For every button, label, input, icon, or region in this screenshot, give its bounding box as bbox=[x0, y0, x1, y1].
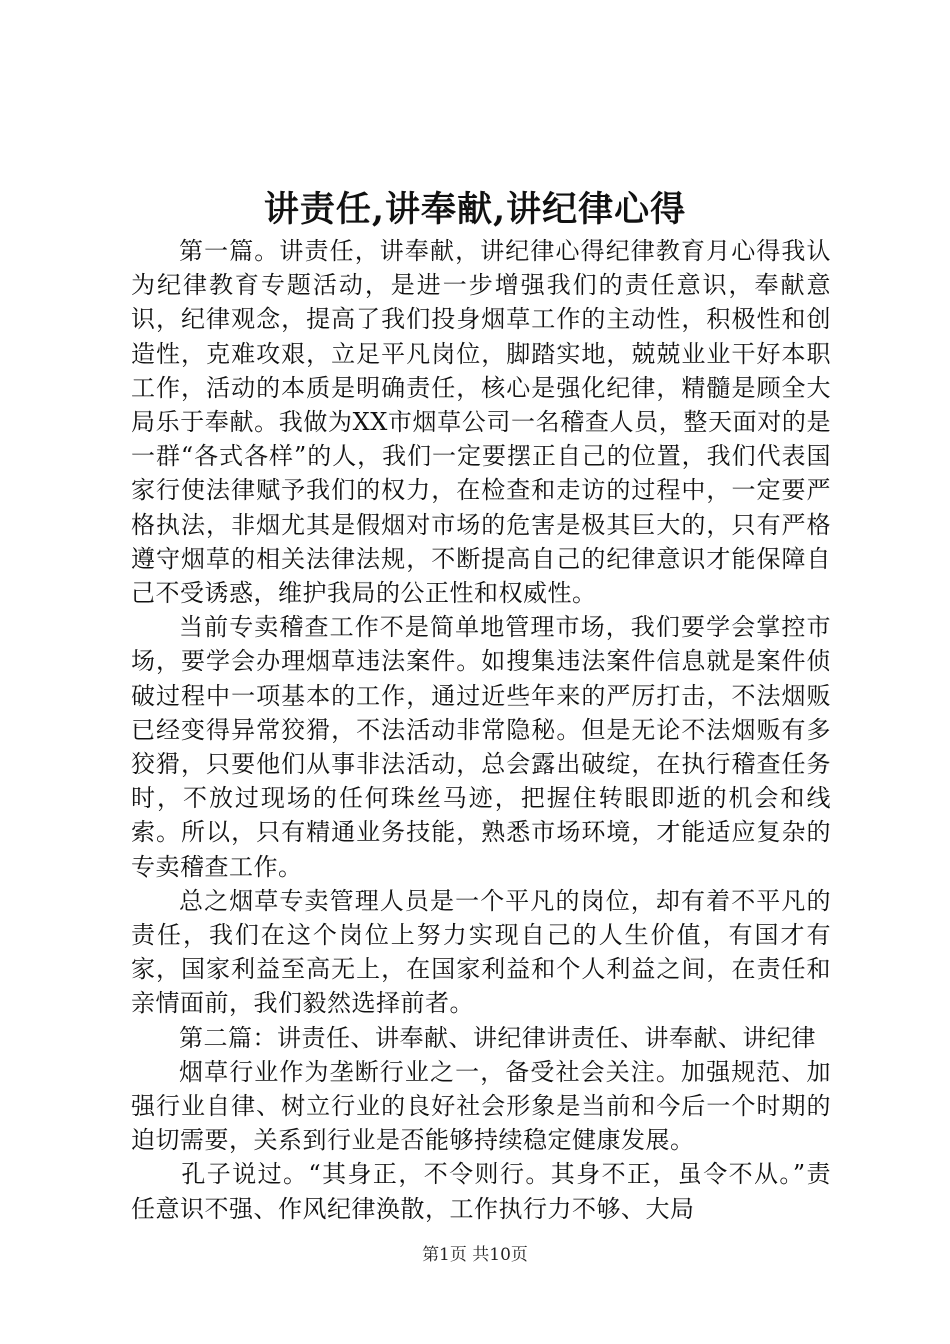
paragraph-5: 烟草行业作为垄断行业之一，备受社会关注。加强规范、加强行业自律、树立行业的良好社会形象是当前和今后一个时期的迫切需要，关系到行业是否能够持续稳定健康发展。 bbox=[131, 1057, 831, 1155]
document-body bbox=[131, 234, 831, 1226]
paragraph-2: 当前专卖稽查工作不是简单地管理市场，我们要学会掌控市场，要学会办理烟草违法案件。如搜集违法案件信息就是案件侦破过程中一项基本的工作，通过近些年来的严厉打击，不法烟贩已经变得异常狡猾，不法活动非常隐秘。但是无论不法烟贩有多狡猾，只要他们从事非法活动，总会露出破绽，在执行稽查任务时，不放过现场的任何珠丝马迹，把握住转眼即逝的机会和线索。所以，只有精通业务技能，熟悉市场环境，才能适应复杂的专卖稽查工作。 bbox=[131, 613, 831, 881]
paragraph-6: 孔子说过。“其身正，不令则行。其身不正，虽令不从。”责任意识不强、作风纪律涣散，工作执行力不够、大局 bbox=[131, 1160, 831, 1223]
document-title: 讲责任,讲奉献,讲纪律心得 bbox=[263, 189, 687, 230]
paragraph-1: 第一篇。讲责任，讲奉献，讲纪律心得纪律教育月心得我认为纪律教育专题活动，是进一步增强我们的责任意识，奉献意识，纪律观念，提高了我们投身烟草工作的主动性，积极性和创造性，克难攻艰，立足平凡岗位，脚踏实地，兢兢业业干好本职工作，活动的本质是明确责任，核心是强化纪律，精髓是顾全大局乐于奉献。我做为XX市烟草公司一名稽查人员，整天面对的是一群“各式各样”的人，我们一定要摆正自己的位置，我们代表国家行使法律赋予我们的权力，在检查和走访的过程中，一定要严格执法，非烟尤其是假烟对市场的危害是极其巨大的，只有严格遵守烟草的相关法律法规，不断提高自己的纪律意识才能保障自己不受诱惑，维护我局的公正性和权威性。 bbox=[131, 237, 831, 608]
page-number-footer: 第1页 共10页 bbox=[422, 1245, 528, 1265]
paragraph-3: 总之烟草专卖管理人员是一个平凡的岗位，却有着不平凡的责任，我们在这个岗位上努力实现自己的人生价值，有国才有家，国家利益至高无上，在国家利益和个人利益之间，在责任和亲情面前，我们毅然选择前者。 bbox=[131, 886, 831, 1018]
paragraph-4-heading: 第二篇：讲责任、讲奉献、讲纪律讲责任、讲奉献、讲纪律 bbox=[179, 1023, 816, 1052]
